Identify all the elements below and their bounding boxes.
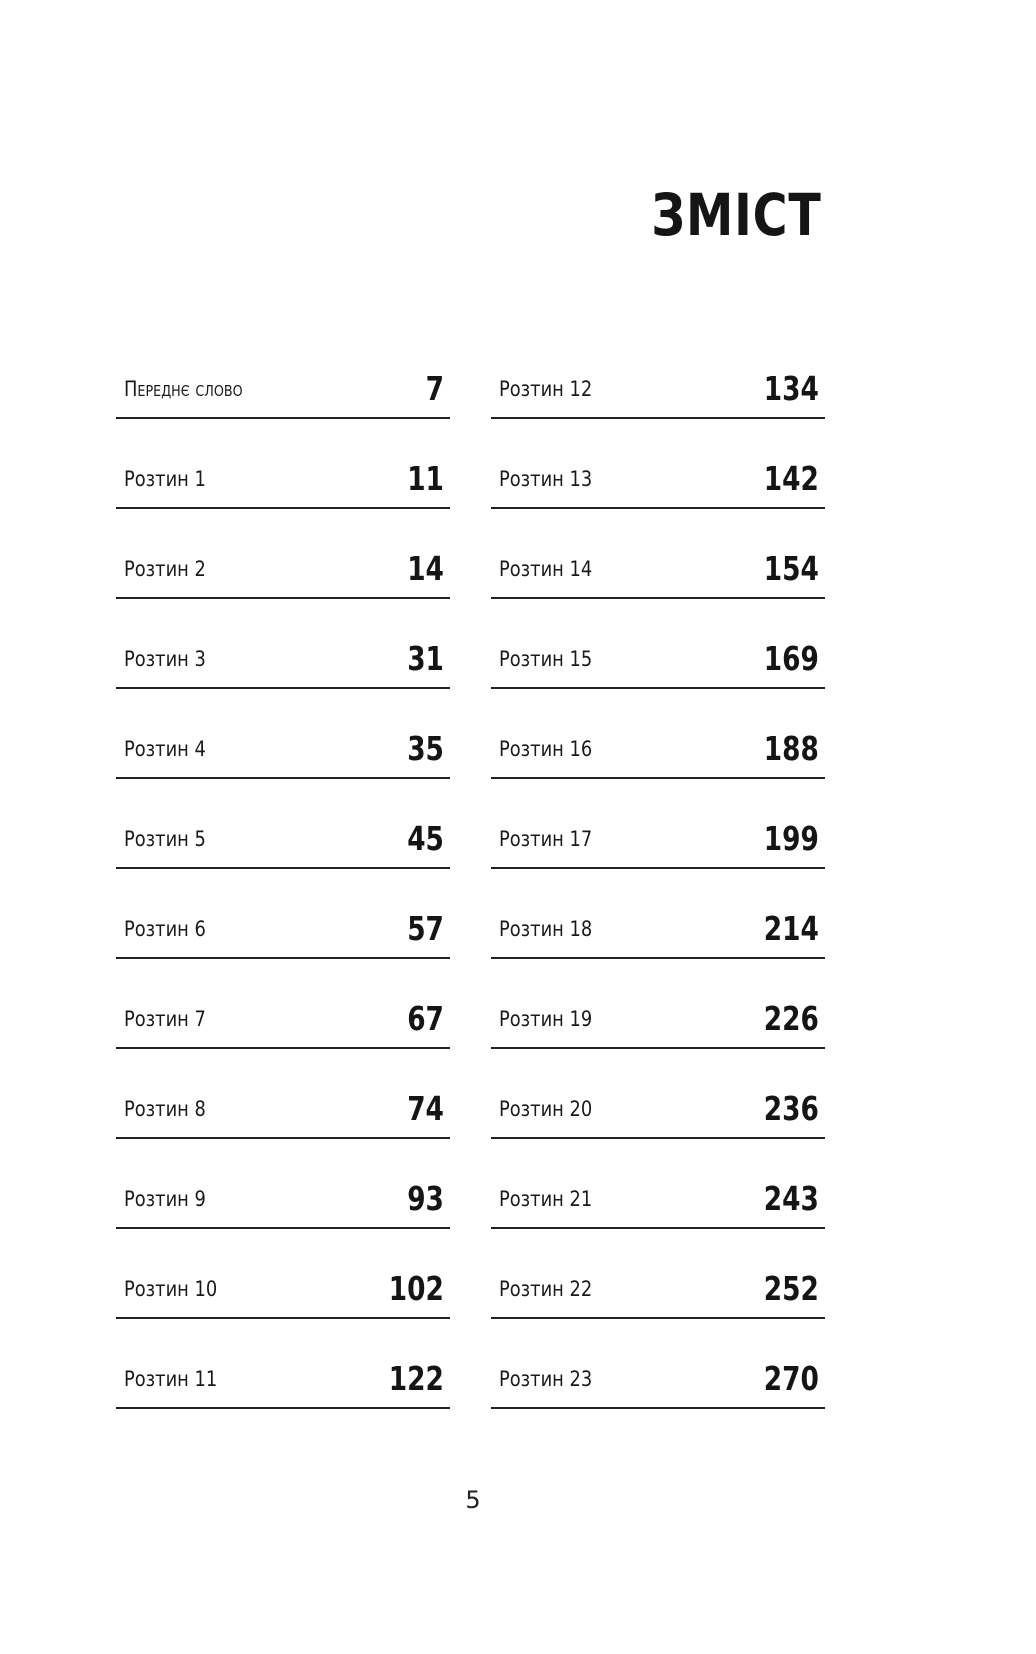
toc-entry[interactable]: [491, 625, 825, 715]
toc-entry-page: 31: [407, 639, 444, 678]
toc-entry-label: Розтин 12: [499, 377, 593, 401]
toc-entry-label: Розтин 1: [124, 467, 206, 491]
toc-entry-page: 270: [763, 1359, 819, 1398]
toc-entry-page: 252: [763, 1269, 819, 1308]
toc-entry[interactable]: [491, 1255, 825, 1345]
toc-entry-page: 169: [763, 639, 819, 678]
toc-entry[interactable]: [491, 355, 825, 445]
toc-entry-page: 243: [763, 1179, 819, 1218]
toc-entry-label: Розтин 13: [499, 467, 593, 491]
toc-entry[interactable]: [491, 1165, 825, 1255]
toc-entry-label: Розтин 9: [124, 1187, 206, 1211]
toc-entry-label: Розтин 7: [124, 1007, 206, 1031]
page-title: ЗМІСТ: [651, 181, 822, 249]
toc-entry-label: Розтин 3: [124, 647, 206, 671]
toc-entry[interactable]: [116, 445, 450, 535]
toc-entry-label: Розтин 17: [499, 827, 593, 851]
toc-entry-label: Розтин 20: [499, 1097, 593, 1121]
toc-entry[interactable]: [116, 1075, 450, 1165]
toc-entry[interactable]: [116, 1165, 450, 1255]
toc-entry[interactable]: [491, 985, 825, 1075]
toc-entry-label: Розтин 19: [499, 1007, 593, 1031]
toc-entry-label: Розтин 5: [124, 827, 206, 851]
toc-entry[interactable]: [116, 1345, 450, 1435]
toc-entry-label: Розтин 6: [124, 917, 206, 941]
toc-entry-page: 14: [407, 549, 444, 588]
toc-entry-label: Розтин 21: [499, 1187, 593, 1211]
toc-entry[interactable]: [116, 355, 450, 445]
toc-entry-page: 199: [763, 819, 819, 858]
toc-entry-page: 226: [763, 999, 819, 1038]
toc-entry-page: 154: [763, 549, 819, 588]
toc-entry-page: 11: [407, 459, 444, 498]
toc-entry-page: 7: [425, 369, 444, 408]
toc-column-left: [116, 355, 450, 1435]
toc-column-right: [491, 355, 825, 1435]
toc-entry-page: 35: [407, 729, 444, 768]
toc-entry-label: Розтин 10: [124, 1277, 218, 1301]
toc-entry[interactable]: [116, 805, 450, 895]
toc-entry[interactable]: [491, 1075, 825, 1165]
toc-entry[interactable]: [116, 535, 450, 625]
toc-entry-page: 93: [407, 1179, 444, 1218]
page-number: 5: [465, 1486, 481, 1514]
toc-entry-page: 74: [407, 1089, 444, 1128]
toc-entry[interactable]: [116, 985, 450, 1075]
toc-entry-label: Розтин 2: [124, 557, 206, 581]
toc-entry-label: Розтин 16: [499, 737, 593, 761]
toc-entry-label: Розтин 15: [499, 647, 593, 671]
toc-entry-page: 214: [763, 909, 819, 948]
toc-entry-label: Розтин 4: [124, 737, 206, 761]
toc-entry-page: 122: [388, 1359, 444, 1398]
toc-entry-label: Переднє слово: [124, 377, 243, 401]
toc-entry-page: 45: [407, 819, 444, 858]
toc-entry-label: Розтин 14: [499, 557, 593, 581]
toc-entry[interactable]: [116, 1255, 450, 1345]
toc-entry-page: 102: [388, 1269, 444, 1308]
toc-entry[interactable]: [116, 625, 450, 715]
toc-entry-label: Розтин 11: [124, 1367, 218, 1391]
toc-entry-page: 134: [763, 369, 819, 408]
toc-entry-label: Розтин 22: [499, 1277, 593, 1301]
toc-entry[interactable]: [491, 1345, 825, 1435]
toc-entry[interactable]: [491, 805, 825, 895]
toc-entry-page: 188: [763, 729, 819, 768]
toc-entry[interactable]: [116, 715, 450, 805]
toc-entry[interactable]: [116, 895, 450, 985]
toc-entry[interactable]: [491, 535, 825, 625]
toc-entry-page: 57: [407, 909, 444, 948]
toc-entry-page: 67: [407, 999, 444, 1038]
toc-entry[interactable]: [491, 445, 825, 535]
toc-entry-page: 142: [763, 459, 819, 498]
toc-entry-label: Розтин 8: [124, 1097, 206, 1121]
toc-entry-label: Розтин 23: [499, 1367, 593, 1391]
toc-entry-page: 236: [763, 1089, 819, 1128]
toc-entry[interactable]: [491, 895, 825, 985]
toc-entry[interactable]: [491, 715, 825, 805]
toc-entry-label: Розтин 18: [499, 917, 593, 941]
